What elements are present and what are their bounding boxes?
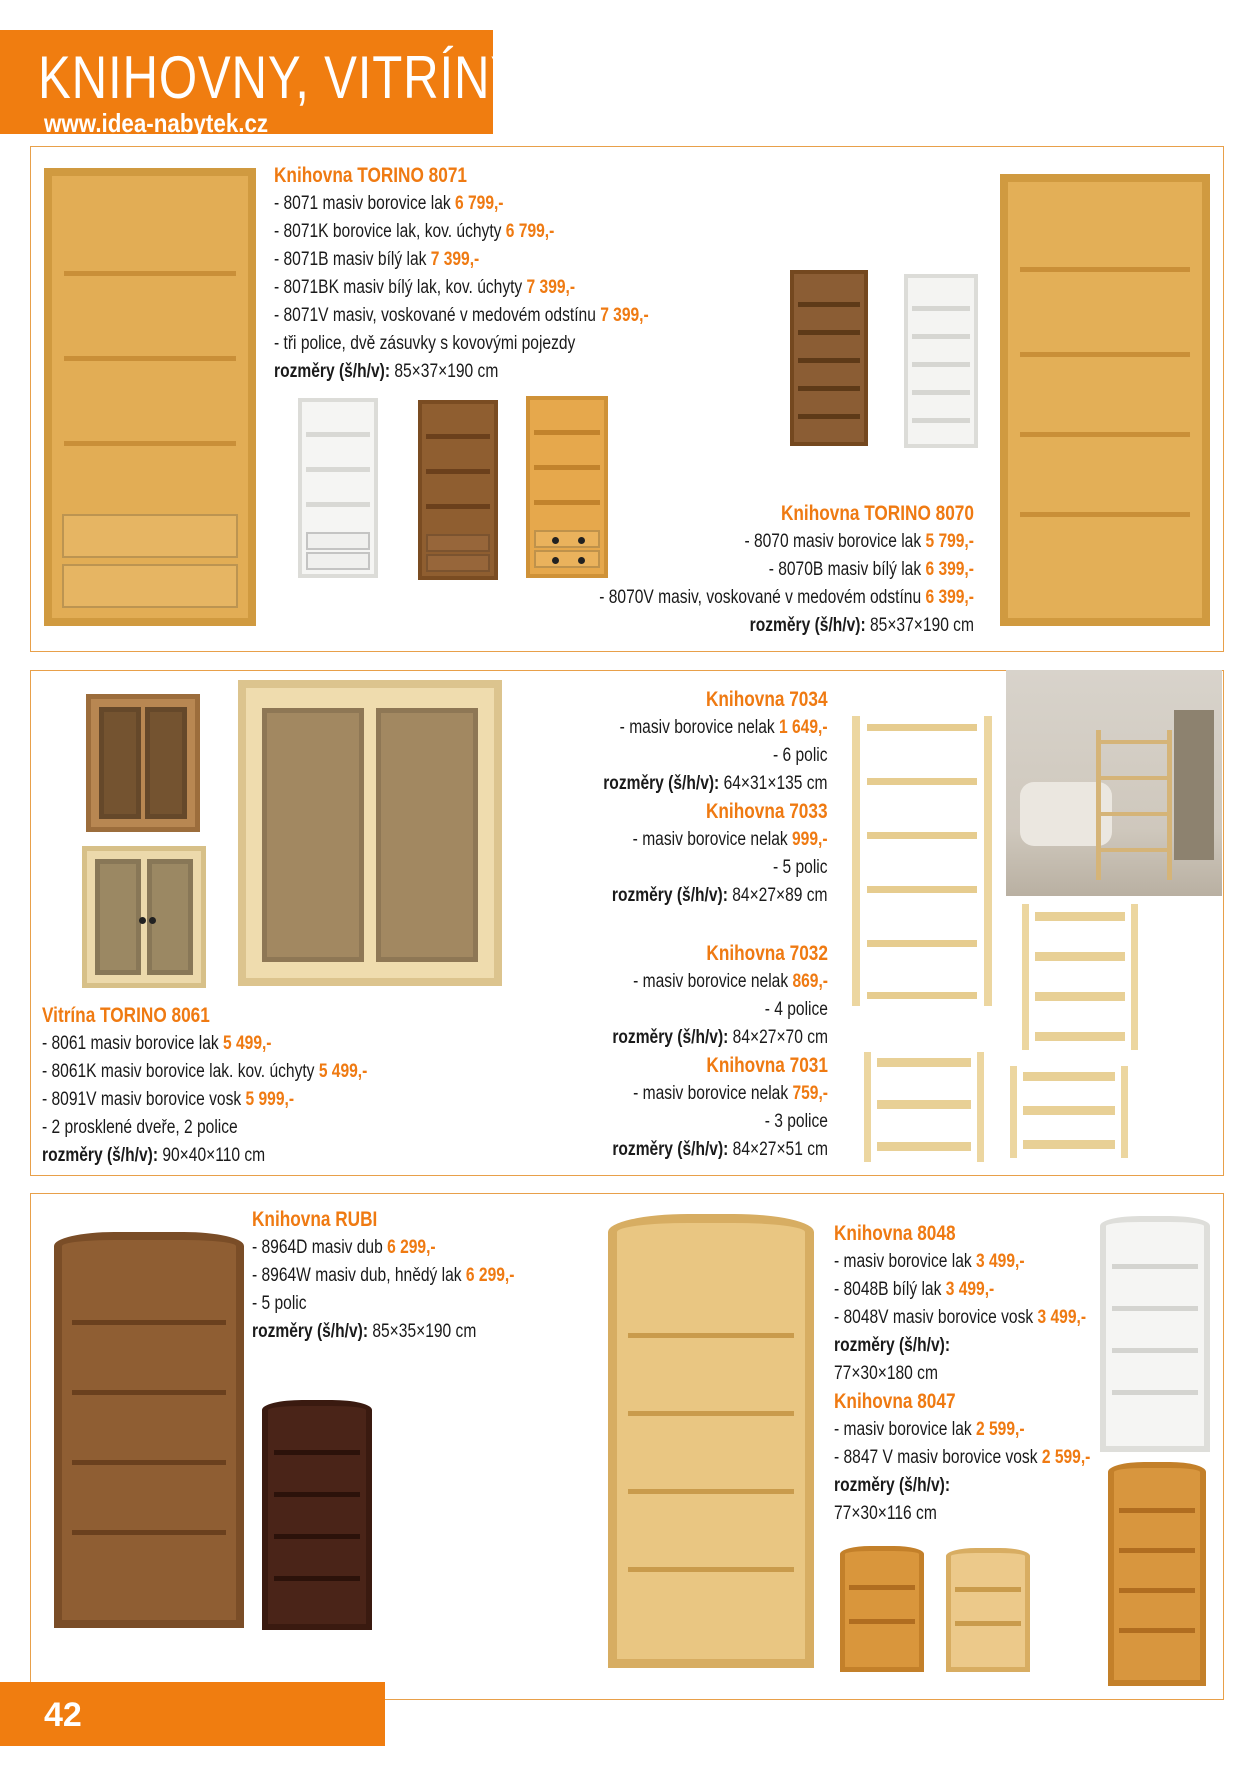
vitrina-8061-dark-image xyxy=(86,694,200,832)
price: 6 399,- xyxy=(925,587,974,608)
shelf-7034-info: Knihovna 7034 - masiv borovice nelak 1 649,- - 6 polic rozměry (š/h/v): 64×31×135 cm Knihovna 7033 - masiv borovice nelak 999,- - 5 polic rozměry (š/h/v): 84×27×89 cm xyxy=(603,688,828,906)
shelf-7032-image xyxy=(1022,904,1138,1050)
price: 5 799,- xyxy=(925,531,974,552)
page-number: 42 xyxy=(44,1696,82,1734)
dimensions: 85×35×190 cm xyxy=(372,1321,477,1342)
torino-8070-white-image xyxy=(904,274,978,448)
dimensions: 77×30×116 cm xyxy=(834,1503,937,1524)
price: 3 499,- xyxy=(976,1251,1025,1272)
dimensions: 85×37×190 cm xyxy=(870,615,974,636)
price: 6 299,- xyxy=(465,1265,515,1286)
product-title: Knihovna 7031 xyxy=(706,1054,828,1077)
torino-8071-image xyxy=(44,168,256,626)
price: 5 499,- xyxy=(318,1061,368,1082)
price: 7 399,- xyxy=(430,249,480,270)
price: 1 649,- xyxy=(779,717,828,738)
price: 7 399,- xyxy=(600,305,649,326)
dimensions: 77×30×180 cm xyxy=(834,1363,938,1384)
website-url[interactable]: www.idea-nabytek.cz xyxy=(44,108,269,138)
shelf-7031-image xyxy=(864,1052,984,1162)
bookcase-8048-pine-image xyxy=(608,1214,814,1668)
price: 999,- xyxy=(792,829,828,850)
product-title: Vitrína TORINO 8061 xyxy=(42,1004,210,1027)
torino-8070-image xyxy=(1000,174,1210,626)
price: 6 799,- xyxy=(505,221,555,242)
bookcase-8048-info: Knihovna 8048 - masiv borovice lak 3 499,- - 8048B bílý lak 3 499,- - 8048V masiv borovice vosk 3 499,- rozměry (š/h/v): 77×30×180 cm Knihovna 8047 - masiv borovice lak 2 599,- - 8847 V masiv borovice vosk 2 599,- rozměry (š/h/v): 77×30×116 cm xyxy=(834,1220,1147,1528)
page-title: KNIHOVNY, VITRÍNY xyxy=(38,44,525,111)
bookcase-8047-honey-image xyxy=(840,1546,924,1672)
dimensions: 84×27×89 cm xyxy=(732,885,828,906)
dimensions: 84×27×70 cm xyxy=(732,1027,828,1048)
product-title: Knihovna 7034 xyxy=(706,688,828,711)
product-title: Knihovna 8047 xyxy=(834,1390,956,1413)
product-title: Knihovna TORINO 8070 xyxy=(781,502,974,525)
vitrina-8061-light-image xyxy=(82,846,206,988)
price: 869,- xyxy=(792,971,828,992)
product-title: Knihovna TORINO 8071 xyxy=(274,164,467,187)
vitrina-8061-info: Vitrína TORINO 8061 - 8061 masiv borovice lak 5 499,- - 8061K masiv borovice lak. kov. úchyty 5 499,- - 8091V masiv borovice vosk 5 999,- - 2 prosklené dveře, 2 police rozměry (š/h/v): 90×40×110 cm xyxy=(42,1004,368,1166)
vitrina-8061-image xyxy=(238,680,502,986)
dimensions: 84×27×51 cm xyxy=(732,1139,828,1160)
dimensions: 90×40×110 cm xyxy=(162,1145,266,1166)
torino-8071-brown-image xyxy=(418,400,498,580)
price: 2 599,- xyxy=(976,1419,1025,1440)
rubi-brown-image xyxy=(262,1400,372,1630)
price: 759,- xyxy=(792,1083,828,1104)
price: 7 399,- xyxy=(526,277,576,298)
shelf-7031-alt-image xyxy=(1010,1066,1128,1158)
torino-8070-info: Knihovna TORINO 8070 - 8070 masiv borovice lak 5 799,- - 8070B masiv bílý lak 6 399,- - 8070V masiv, voskované v medovém odstínu 6 399,- rozměry (š/h/v): 85×37×190 cm xyxy=(599,502,974,636)
product-title: Knihovna 8048 xyxy=(834,1222,956,1245)
dimensions: 64×31×135 cm xyxy=(724,773,828,794)
price: 3 499,- xyxy=(1037,1307,1087,1328)
bookcase-8047-pine-image xyxy=(946,1548,1030,1672)
torino-8070-brown-image xyxy=(790,270,868,446)
price: 3 499,- xyxy=(945,1279,995,1300)
rubi-info: Knihovna RUBI - 8964D masiv dub 6 299,- - 8964W masiv dub, hnědý lak 6 299,- - 5 polic rozměry (š/h/v): 85×35×190 cm xyxy=(252,1208,515,1342)
price: 6 799,- xyxy=(454,193,504,214)
price: 2 599,- xyxy=(1041,1447,1091,1468)
shelf-7034-image xyxy=(852,716,992,1006)
product-title: Knihovna RUBI xyxy=(252,1208,378,1231)
price: 6 399,- xyxy=(925,559,974,580)
shelf-7032-info: Knihovna 7032 - masiv borovice nelak 869,- - 4 police rozměry (š/h/v): 84×27×70 cm Knihovna 7031 - masiv borovice nelak 759,- - 3 police rozměry (š/h/v): 84×27×51 cm xyxy=(612,942,828,1160)
rubi-oak-image xyxy=(54,1232,244,1628)
price: 5 499,- xyxy=(222,1033,272,1054)
price: 5 999,- xyxy=(245,1089,295,1110)
interior-photo xyxy=(1006,670,1222,896)
torino-8071-white-image xyxy=(298,398,378,578)
price: 6 299,- xyxy=(387,1237,436,1258)
product-title: Knihovna 7032 xyxy=(706,942,828,965)
dimensions: 85×37×190 cm xyxy=(394,361,499,382)
torino-8071-info: Knihovna TORINO 8071 - 8071 masiv borovice lak 6 799,- - 8071K borovice lak, kov. úchyty 6 799,- - 8071B masiv bílý lak 7 399,- - 8071BK masiv bílý lak, kov. úchyty 7 399,- - 8071V masiv, voskované v medovém odstínu 7 399,- - tři police, dvě zásuvky s kovovými pojezdy rozměry (š/h/v): 85×37×190 cm xyxy=(274,164,649,382)
product-title: Knihovna 7033 xyxy=(706,800,828,823)
